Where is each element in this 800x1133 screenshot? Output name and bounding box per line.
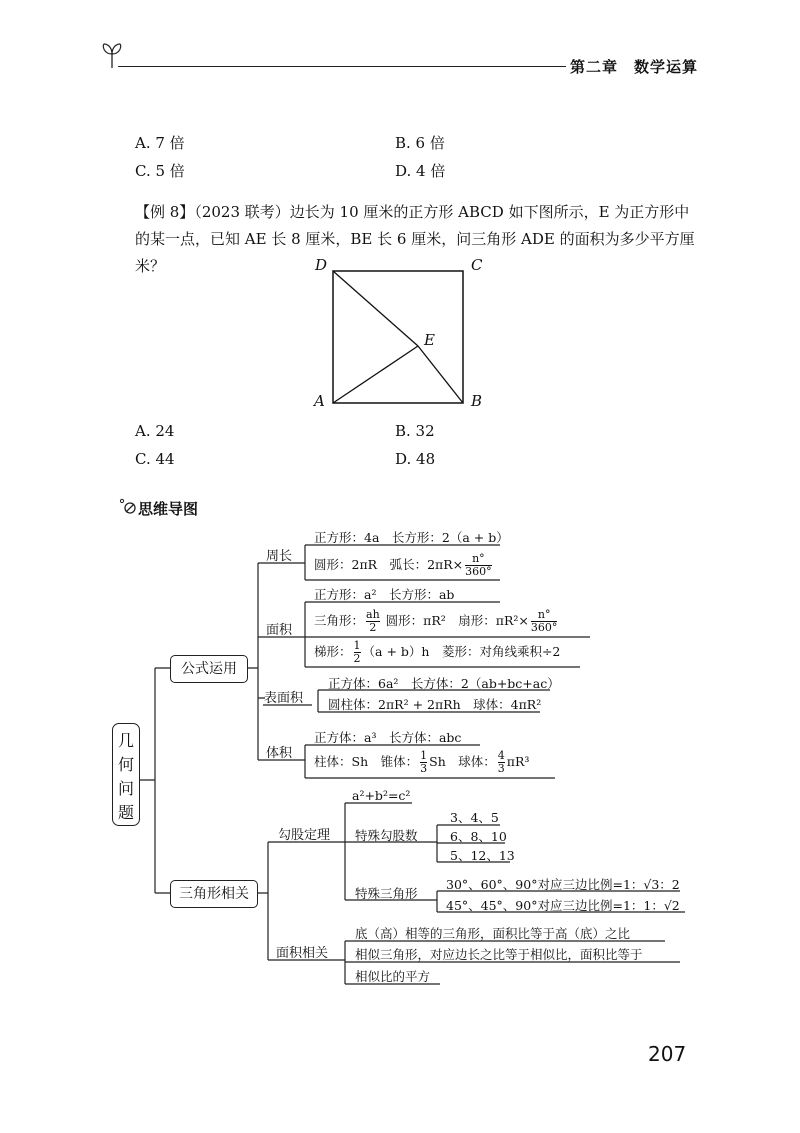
volume-row1: 正方体：a³ 长方体：abc [314, 730, 462, 745]
prev-option-d: D. 4 倍 [395, 162, 446, 180]
area-row1: 正方形：a² 长方形：ab [314, 587, 455, 602]
tri-num: ah [366, 608, 380, 621]
tri-fraction [366, 609, 380, 634]
perimeter-row2 [314, 552, 494, 578]
arc-den: 360° [465, 565, 492, 578]
area-row2 [314, 607, 559, 635]
cone-fraction [420, 750, 427, 775]
special-number-1: 3、4、5 [450, 810, 499, 825]
sphere-num: 4 [497, 749, 505, 762]
area-row3-prefix: 梯形： [314, 644, 352, 659]
special-triangle-label: 特殊三角形 [355, 886, 418, 901]
area-relation-row3: 相似比的平方 [355, 969, 431, 984]
node-area: 面积 [266, 623, 293, 638]
cone-num: 1 [420, 749, 428, 762]
surface-row1: 正方体：6a² 长方体：2（ab+bc+ac） [328, 676, 560, 691]
trap-num: 1 [353, 639, 361, 652]
sector-den: 360° [530, 621, 558, 634]
example-tag: 【例 8】 [135, 203, 195, 221]
example-line2: 的某一点，已知 AE 长 8 厘米，BE 长 6 厘米，问三角形 ADE 的面积为多少平方厘米？ [135, 230, 695, 275]
area-row3 [314, 638, 560, 666]
special-triangle-1: 30°、60°、90°对应三边比例=1：√3：2 [446, 877, 680, 892]
option-a: A. 24 [135, 422, 175, 440]
sphere-den: 3 [497, 762, 505, 775]
special-triangle-2: 45°、45°、90°对应三边比例=1：1：√2 [446, 898, 680, 913]
sphere-fraction [498, 750, 505, 775]
prev-option-a: A. 7 倍 [135, 134, 185, 152]
node-volume: 体积 [266, 746, 293, 761]
area-relation-row2: 相似三角形，对应边长之比等于相似比，面积比等于 [355, 947, 643, 962]
sector-fraction [531, 609, 558, 634]
area-row2-rest: 圆形：πR² 扇形：πR²× [385, 613, 529, 628]
trap-fraction [354, 640, 361, 665]
cone-den: 3 [420, 762, 428, 775]
branch-triangle: 三角形相关 [170, 880, 258, 908]
prev-option-c: C. 5 倍 [135, 162, 185, 180]
node-area-relation: 面积相关 [276, 946, 329, 961]
option-b: B. 32 [395, 422, 435, 440]
example-source: （2023 联考） [194, 203, 290, 221]
node-pythagoras: 勾股定理 [278, 828, 331, 843]
sector-num: n° [537, 608, 551, 621]
example-line1: 边长为 10 厘米的正方形 ABCD 如下图所示，E 为正方形中 [289, 203, 690, 221]
special-numbers-label: 特殊勾股数 [355, 828, 418, 843]
special-number-2: 6、8、10 [450, 829, 507, 844]
volume-row2-c: πR³ [506, 754, 530, 769]
surface-row2: 圆柱体：2πR² + 2πRh 球体：4πR² [328, 697, 542, 712]
prev-option-b: B. 6 倍 [395, 134, 445, 152]
volume-row2-b: Sh 球体： [429, 754, 496, 769]
mindmap-title: 思维导图 [138, 500, 199, 518]
special-number-3: 5、12、13 [450, 848, 515, 863]
label-b: B [471, 392, 483, 410]
area-row3-rest: （a + b）h 菱形：对角线乘积÷2 [362, 644, 561, 659]
volume-row2-a: 柱体：Sh 锥体： [314, 754, 419, 769]
option-d: D. 48 [395, 450, 436, 468]
label-c: C [471, 256, 483, 274]
label-d: D [315, 256, 328, 274]
option-c: C. 44 [135, 450, 175, 468]
node-perimeter: 周长 [266, 549, 293, 564]
label-a: A [314, 392, 325, 410]
label-e: E [424, 331, 435, 349]
trap-den: 2 [353, 652, 361, 665]
chapter-title: 第二章 数学运算 [570, 58, 699, 76]
tri-den: 2 [366, 621, 380, 634]
node-surface-area: 表面积 [264, 691, 304, 706]
arc-fraction [465, 553, 492, 578]
page-number: 207 [648, 1042, 687, 1066]
arc-num: n° [472, 552, 485, 565]
perimeter-row1: 正方形：4a 长方形：2（a + b） [314, 530, 509, 545]
branch-formula: 公式运用 [170, 655, 248, 683]
mindmap-root-box: 几 何 问 题 [112, 723, 140, 826]
area-row2-tri: 三角形： [314, 613, 365, 628]
volume-row2 [314, 748, 529, 776]
pythagoras-formula: a²+b²=c² [352, 788, 411, 803]
perimeter-row2-prefix: 圆形：2πR 弧长：2πR× [314, 557, 464, 572]
area-relation-row1: 底（高）相等的三角形，面积比等于高（底）之比 [355, 926, 631, 941]
